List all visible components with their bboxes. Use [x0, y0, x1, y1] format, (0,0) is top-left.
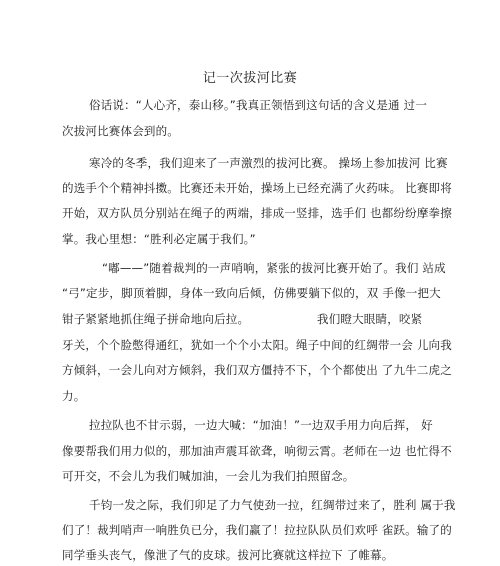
text-line: 寒冷的冬季，我们迎来了一声激烈的拔河比赛。 操场上参加拔河 比赛: [89, 156, 448, 170]
text-line: 我们瞪大眼睛，咬紧: [317, 312, 423, 326]
text-line: 们了！裁判哨声一响胜负已分，我们赢了！拉拉队队员们欢呼 雀跃。输了的: [62, 523, 452, 537]
text-line: 开始，双方队员分别站在绳子的两端，排成一竖排，选手们 也都纷纷摩拳擦: [62, 206, 452, 220]
text-line: 千钧一发之际，我们卯足了力气使劲一拉，红绸带过来了，胜利 属于我: [89, 498, 456, 512]
text-line: “弓”定步，脚顶着脚，身体一致向后倾，仿佛要躺下似的，双 手像一把大: [62, 286, 441, 300]
text-line: 牙关，个个脸憋得通红，犹如一个个小太阳。绳子中间的红绸带一会 儿向我: [62, 338, 452, 352]
text-line: 同学垂头丧气，像泄了气的皮球。拔河比赛就这样拉下 了帷幕。: [62, 548, 394, 562]
text-line: 掌。我心里想：“胜利必定属于我们。”: [62, 232, 256, 246]
text-line: 俗话说：“人心齐，泰山移。”我真正领悟到这句话的含义是通 过一: [89, 98, 428, 112]
text-line: 力。: [62, 389, 86, 403]
document-title: 记一次拔河比赛: [202, 71, 298, 86]
text-line: 可开交，不会儿为我们喊加油，一会儿为我们拍照留念。: [62, 469, 355, 483]
text-line: 次拔河比赛体会到的。: [62, 124, 179, 138]
text-line: 拉拉队也不甘示弱，一边大喊：“加油！”一边双手用力向后挥， 好: [89, 418, 433, 432]
text-line: 钳子紧紧地抓住绳子拼命地向后拉。: [62, 312, 250, 326]
text-line: 的选手个个精神抖擞。比赛还未开始，操场上已经充满了火药味。 比赛即将: [62, 181, 452, 195]
text-line: “嘟——”随着裁判的一声哨响，紧张的拔河比赛开始了。我们 站成: [102, 261, 446, 275]
text-line: 方倾斜，一会儿向对方倾斜，我们双方僵持不下，个个都使出 了九牛二虎之: [62, 363, 452, 377]
text-line: 像要帮我们用力似的，那加油声震耳欲聋，响彻云霄。老师在一边 也忙得不: [62, 444, 452, 458]
